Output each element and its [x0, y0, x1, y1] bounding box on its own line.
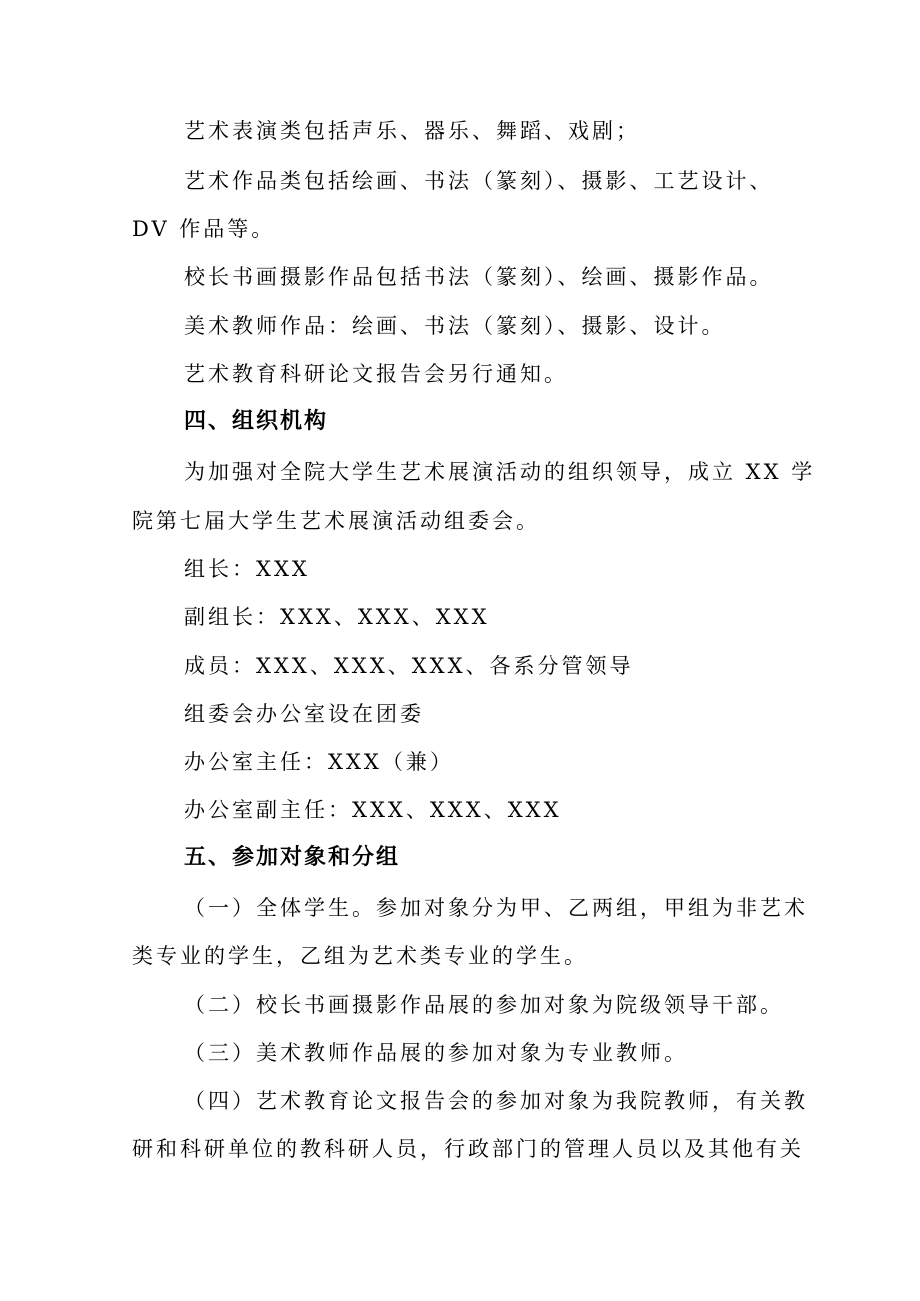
participants-item2: （二）校长书画摄影作品展的参加对象为院级领导干部。 [184, 993, 784, 1017]
paragraph-art-teacher-works: 美术教师作品：绘画、书法（篆刻）、摄影、设计。 [184, 314, 726, 338]
section-heading-participants: 五、参加对象和分组 [184, 845, 401, 870]
organization-members: 成员：XXX、XXX、XXX、各系分管领导 [184, 654, 634, 678]
participants-item4-line1: （四）艺术教育论文报告会的参加对象为我院教师，有关教 [184, 1089, 808, 1113]
paragraph-principal-works: 校长书画摄影作品包括书法（篆刻）、绘画、摄影作品。 [184, 265, 774, 289]
organization-office-director: 办公室主任：XXX（兼） [184, 750, 454, 774]
organization-deputy-leader: 副组长：XXX、XXX、XXX [184, 605, 490, 629]
paragraph-artwork-categories-line1: 艺术作品类包括绘画、书法（篆刻）、摄影、工艺设计、 [184, 169, 774, 193]
paragraph-artwork-categories-line2: DV 作品等。 [132, 217, 276, 241]
organization-office-location: 组委会办公室设在团委 [184, 702, 424, 726]
participants-item1-line1: （一）全体学生。参加对象分为甲、乙两组，甲组为非艺术 [184, 896, 808, 920]
paragraph-research-report-notice: 艺术教育科研论文报告会另行通知。 [184, 362, 568, 386]
participants-item1-line2: 类专业的学生，乙组为艺术类专业的学生。 [132, 944, 588, 968]
paragraph-organization-intro-line2: 院第七届大学生艺术展演活动组委会。 [132, 509, 540, 533]
section-heading-organization: 四、组织机构 [184, 409, 329, 434]
participants-item3: （三）美术教师作品展的参加对象为专业教师。 [184, 1041, 688, 1065]
organization-leader: 组长：XXX [184, 557, 310, 581]
paragraph-organization-intro-line1: 为加强对全院大学生艺术展演活动的组织领导，成立 XX 学 [184, 460, 816, 484]
paragraph-performance-categories: 艺术表演类包括声乐、器乐、舞蹈、戏剧； [184, 119, 640, 143]
participants-item4-line2: 研和科研单位的教科研人员，行政部门的管理人员以及其他有关 [132, 1137, 804, 1161]
organization-office-deputy-director: 办公室副主任：XXX、XXX、XXX [184, 798, 562, 822]
